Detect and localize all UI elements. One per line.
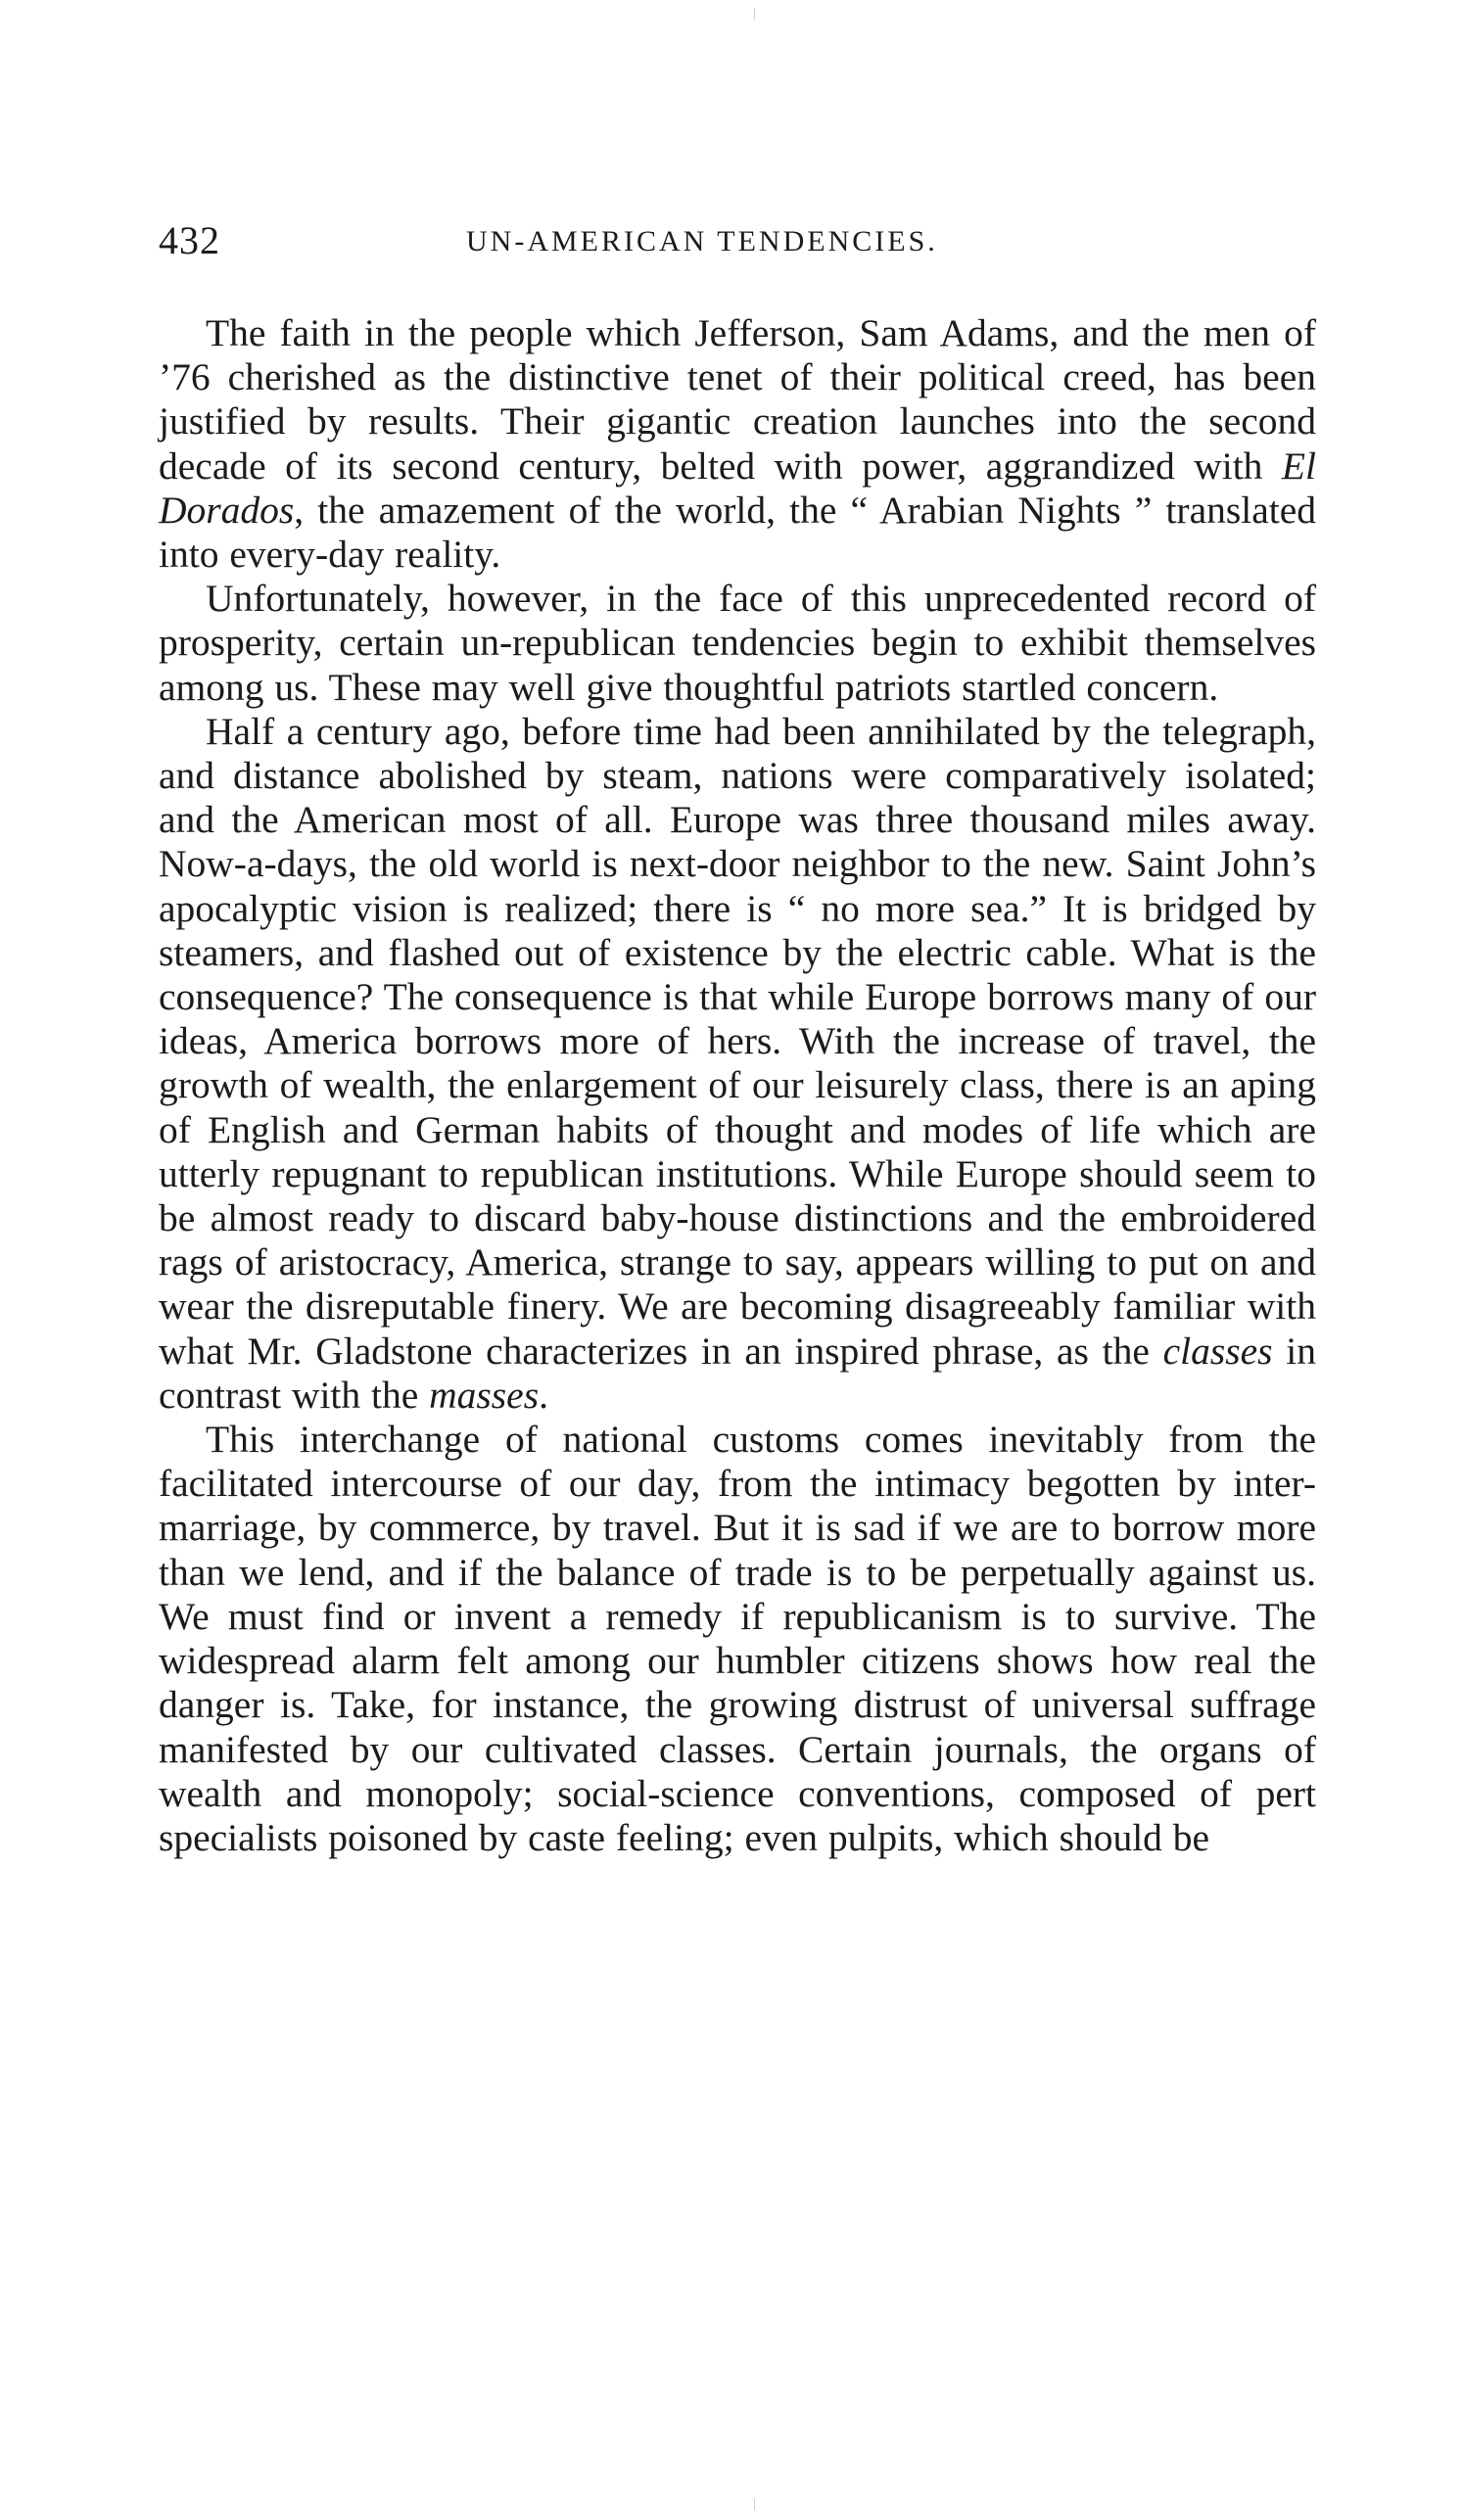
- scan-mark-top: [754, 8, 755, 20]
- paragraph-text: This interchange of national customs comes inevitably from the facilitated intercourse of our day, from the intimacy begotten by inter-marriage, by commerce, by travel. But it is sad if we are to borrow more than we lend, and if the balance of trade is to be perpetually against us. We must find or invent a remedy if republicanism is to survive. The widespread alarm felt among our humbler citizens shows how real the danger is. Take, for instance, the growing distrust of universal suffrage manifested by our cultivated classes. Certain journals, the organs of wealth and monopoly; social-science conventions, composed of pert specialists poisoned by caste feeling; even pulpits, which should be: [159, 1418, 1316, 1859]
- running-head: [155, 217, 1320, 276]
- paragraph-3: [159, 710, 1316, 1418]
- italic-phrase: El Dorados: [159, 443, 1316, 532]
- page-number: 432: [159, 218, 220, 262]
- paragraph-text: in contrast with the: [159, 1329, 1316, 1417]
- paragraph-text: Unfortunately, however, in the face of this unprecedented record of prosperity, certain un-republican tendencies begin to exhibit themselves among us. These may well give thoughtful patriots startled concern.: [159, 577, 1316, 709]
- italic-phrase: masses: [429, 1373, 540, 1417]
- paragraph-text: Half a century ago, before time had been annihilated by the telegraph, and distance abolished by steam, nations were comparatively isolated; and the American most of all. Europe was three thousand miles away. Now-a-days, the old world is next-door neighbor to the new. Saint John’s apocalyptic vision is realized; there is “ no more sea.” It is bridged by steamers, and flashed out of existence by the electric cable. What is the consequence? The consequence is that while Europe borrows many of our ideas, America borrows more of hers. With the increase of travel, the growth of wealth, the enlargement of our leisurely class, there is an aping of English and German habits of thought and modes of life which are utterly repugnant to republican institutions. While Europe should seem to be almost ready to discard baby-house distinctions and the embroidered rags of aristocracy, America, strange to say, appears willing to put on and wear the disreputable finery. We are becoming disagreeably familiar with what Mr. Gladstone characterizes in an inspired phrase, as the: [159, 709, 1316, 1373]
- paragraph-2: [159, 577, 1316, 710]
- body-text: [159, 311, 1316, 1860]
- paragraph-text: The faith in the people which Jefferson, Sam Adams, and the men of ’76 cherished as the distinctive tenet of their political creed, has been justified by results. Their gigantic creation launches into the second decade of its second century, belted with power, aggrandized with: [159, 311, 1316, 488]
- scan-mark-bottom: [754, 2498, 755, 2510]
- running-title: UN-AMERICAN TENDENCIES.: [466, 225, 938, 257]
- paragraph-4: [159, 1418, 1316, 1860]
- paragraph-text: .: [539, 1373, 548, 1417]
- paragraph-text: , the amazement of the world, the “ Arabian Nights ” translated into every-day reality.: [159, 488, 1316, 577]
- paragraph-1: [159, 311, 1316, 577]
- italic-phrase: classes: [1162, 1329, 1273, 1373]
